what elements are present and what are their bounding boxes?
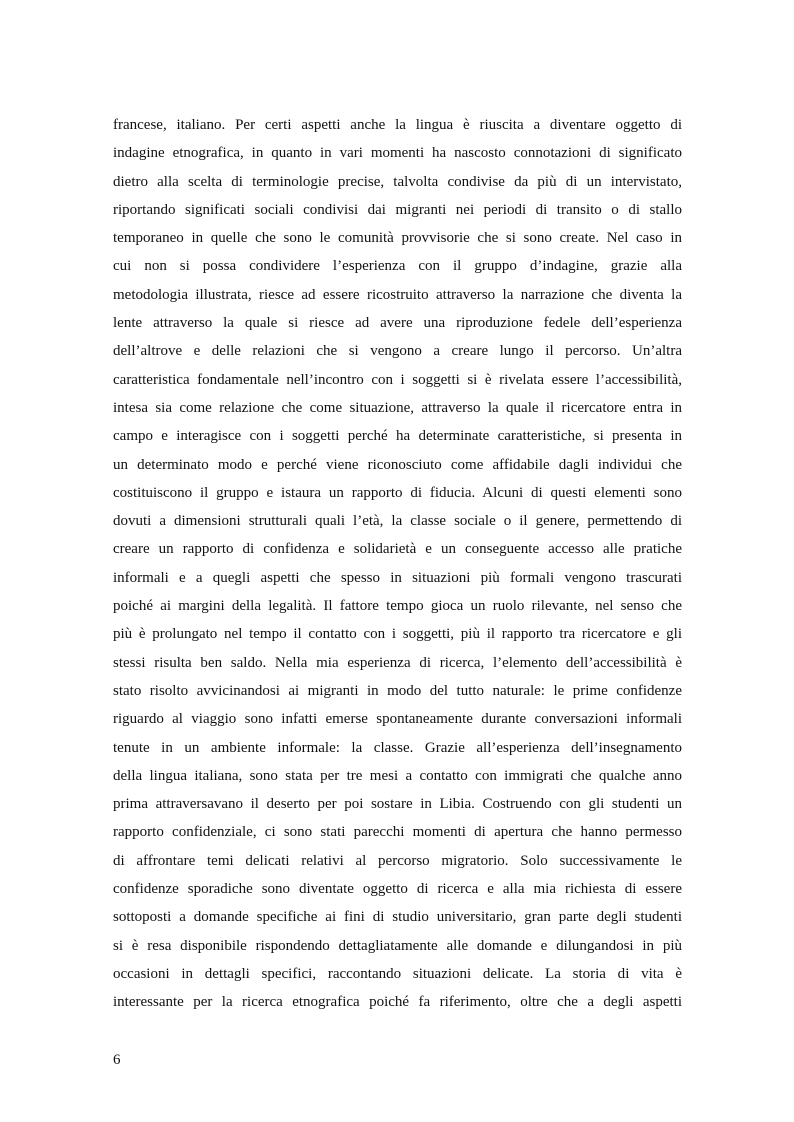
text-line: di affrontare temi delicati relativi al percorso migratorio. Solo successivamente le [113,852,682,869]
text-line: cui non si possa condividere l’esperienza con il gruppo d’indagine, grazie alla [113,258,682,275]
text-line: informali e a quegli aspetti che spesso in situazioni più formali vengono trascurati [113,569,682,586]
text-line: della lingua italiana, sono stata per tre mesi a contatto con immigrati che qualche anno [113,767,682,784]
text-line: riguardo al viaggio sono infatti emerse spontaneamente durante conversazioni informali [113,711,682,728]
text-line: costituiscono il gruppo e istaura un rapporto di fiducia. Alcuni di questi elementi sono [113,484,682,501]
text-line: si è resa disponibile rispondendo dettagliatamente alle domande e dilungandosi in più [113,937,682,954]
text-line: sottoposti a domande specifiche ai fini di studio universitario, gran parte degli studenti [113,909,682,926]
text-line: riportando significati sociali condivisi dai migranti nei periodi di transito o di stallo [113,201,682,218]
text-line: poiché ai margini della legalità. Il fattore tempo gioca un ruolo rilevante, nel senso che [113,598,682,615]
text-line: metodologia illustrata, riesce ad essere ricostruito attraverso la narrazione che diventa la [113,286,682,303]
text-line: rapporto confidenziale, ci sono stati parecchi momenti di apertura che hanno permesso [113,824,682,841]
text-line: confidenze sporadiche sono diventate oggetto di ricerca e alla mia richiesta di essere [113,881,682,898]
text-line: occasioni in dettagli specifici, raccontando situazioni delicate. La storia di vita è [113,965,682,982]
text-line: stessi risulta ben saldo. Nella mia esperienza di ricerca, l’elemento dell’accessibilità è [113,654,682,671]
text-line: francese, italiano. Per certi aspetti anche la lingua è riuscita a diventare oggetto di [113,117,682,133]
text-line: indagine etnografica, in quanto in vari momenti ha nascosto connotazioni di significato [113,145,682,162]
text-line: tenute in un ambiente informale: la classe. Grazie all’esperienza dell’insegnamento [113,739,682,756]
text-line: campo e interagisce con i soggetti perché ha determinate caratteristiche, si presenta in [113,428,682,445]
text-line: dell’altrove e delle relazioni che si vengono a creare lungo il percorso. Un’altra [113,343,682,360]
text-line: lente attraverso la quale si riesce ad avere una riproduzione fedele dell’esperienza [113,315,682,332]
text-line: intesa sia come relazione che come situazione, attraverso la quale il ricercatore entra in [113,399,682,416]
text-line: più è prolungato nel tempo il contatto con i soggetti, più il rapporto tra ricercatore e gli [113,626,682,643]
text-line: creare un rapporto di confidenza e solidarietà e un conseguente accesso alle pratiche [113,541,682,558]
text-line: interessante per la ricerca etnografica poiché fa riferimento, oltre che a degli aspetti [113,994,682,1011]
text-line: stato risolto avvicinandosi ai migranti in modo del tutto naturale: le prime confidenze [113,682,682,699]
text-line: temporaneo in quelle che sono le comunità provvisorie che si sono create. Nel caso in [113,230,682,247]
text-line: caratteristica fondamentale nell’incontro con i soggetti si è rivelata essere l’accessibilità, [113,371,682,388]
text-line: dietro alla scelta di terminologie precise, talvolta condivise da più di un intervistato, [113,173,682,190]
body-paragraph [113,111,682,1017]
text-line: dovuti a dimensioni strutturali quali l’età, la classe sociale o il genere, permettendo di [113,513,682,530]
text-line: un determinato modo e perché viene riconosciuto come affidabile dagli individui che [113,456,682,473]
page-number: 6 [113,1052,121,1068]
text-line: prima attraversavano il deserto per poi sostare in Libia. Costruendo con gli studenti un [113,796,682,813]
